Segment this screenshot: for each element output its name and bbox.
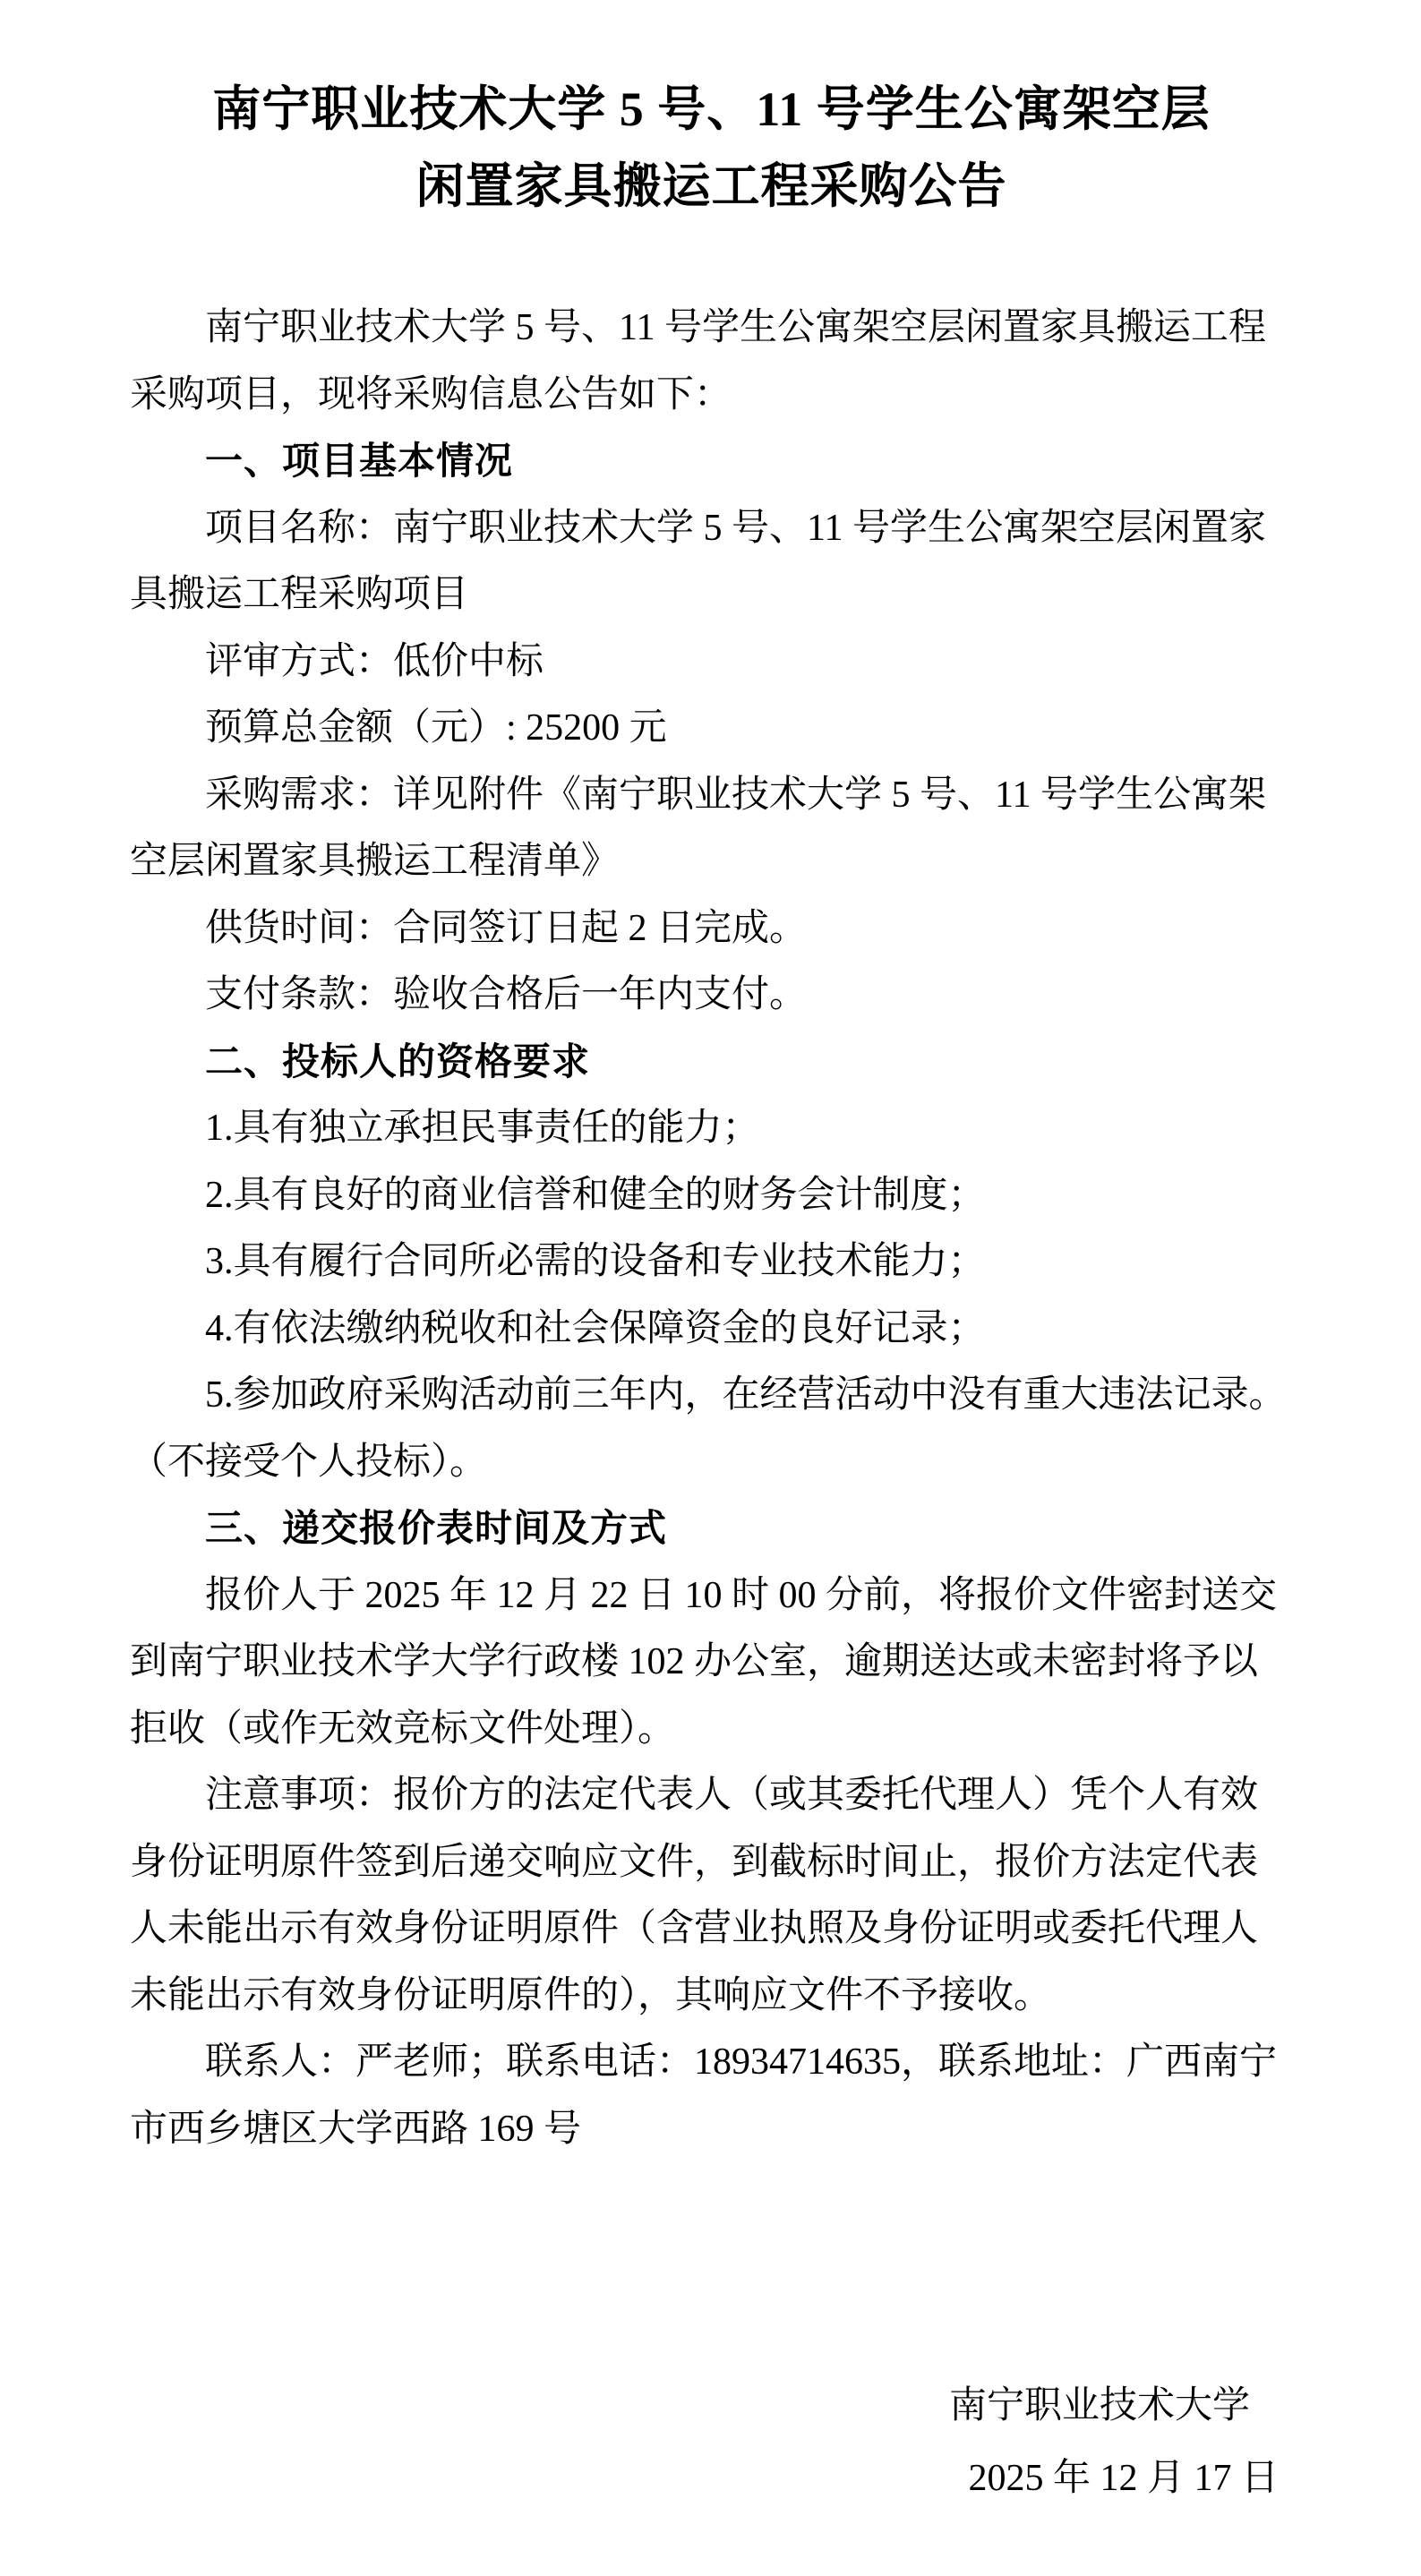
text-line: 市西乡塘区大学西路 169 号: [130, 2108, 582, 2150]
text-line: 未能出示有效身份证明原件的），其响应文件不予接收。: [130, 1974, 1052, 2016]
section-heading: 一、项目基本情况: [205, 440, 514, 482]
text-line: 5.参加政府采购活动前三年内，在经营活动中没有重大违法记录。: [205, 1374, 1287, 1416]
text-line: 报价人于 2025 年 12 月 22 日 10 时 00 分前，将报价文件密封送交: [205, 1574, 1278, 1616]
text-line: 2.具有良好的商业信誉和健全的财务会计制度；: [205, 1174, 986, 1216]
text-line: 人未能出示有效身份证明原件（含营业执照及身份证明或委托代理人: [130, 1908, 1259, 1949]
document-title-line1: 南宁职业技术大学 5 号、11 号学生公寓架空层: [212, 82, 1211, 136]
document-title-line2: 闲置家具搬运工程采购公告: [415, 159, 1007, 213]
text-line: 采购项目，现将采购信息公告如下：: [130, 373, 732, 415]
document-body: [130, 295, 1303, 2162]
signature-date: 2025 年 12 月 17 日: [968, 2458, 1279, 2499]
text-line: 联系人：严老师；联系电话：18934714635，联系地址：广西南宁: [205, 2041, 1278, 2083]
text-line: 拒收（或作无效竞标文件处理）。: [130, 1707, 676, 1750]
text-line: （不接受个人投标）。: [130, 1441, 488, 1483]
text-line: 1.具有独立承担民事责任的能力；: [205, 1108, 760, 1149]
text-line: 支付条款：验收合格后一年内支付。: [205, 974, 808, 1015]
section-heading: 三、递交报价表时间及方式: [205, 1507, 668, 1549]
text-line: 注意事项：报价方的法定代表人（或其委托代理人）凭个人有效: [205, 1775, 1259, 1816]
text-line: 3.具有履行合同所必需的设备和专业技术能力；: [205, 1241, 986, 1282]
text-line: 具搬运工程采购项目: [130, 574, 469, 615]
text-line: 身份证明原件签到后递交响应文件，到截标时间止，报价方法定代表: [130, 1841, 1259, 1883]
text-line: 南宁职业技术大学 5 号、11 号学生公寓架空层闲置家具搬运工程: [205, 307, 1266, 348]
text-line: 4.有依法缴纳税收和社会保障资金的良好记录；: [205, 1307, 986, 1349]
text-line: 项目名称：南宁职业技术大学 5 号、11 号学生公寓架空层闲置家: [205, 507, 1266, 549]
text-line: 评审方式：低价中标: [205, 640, 544, 682]
text-line: 空层闲置家具搬运工程清单》: [130, 841, 620, 882]
text-line: 采购需求：详见附件《南宁职业技术大学 5 号、11 号学生公寓架: [205, 774, 1266, 816]
section-heading: 二、投标人的资格要求: [205, 1040, 591, 1083]
text-line: 到南宁职业技术学大学行政楼 102 办公室，逾期送达或未密封将予以: [130, 1641, 1259, 1682]
text-line: 供货时间：合同签订日起 2 日完成。: [205, 907, 808, 949]
document-title: [130, 71, 1293, 225]
text-line: 预算总金额（元）: 25200 元: [205, 707, 667, 749]
signature-organization: 南宁职业技术大学: [948, 2385, 1250, 2426]
